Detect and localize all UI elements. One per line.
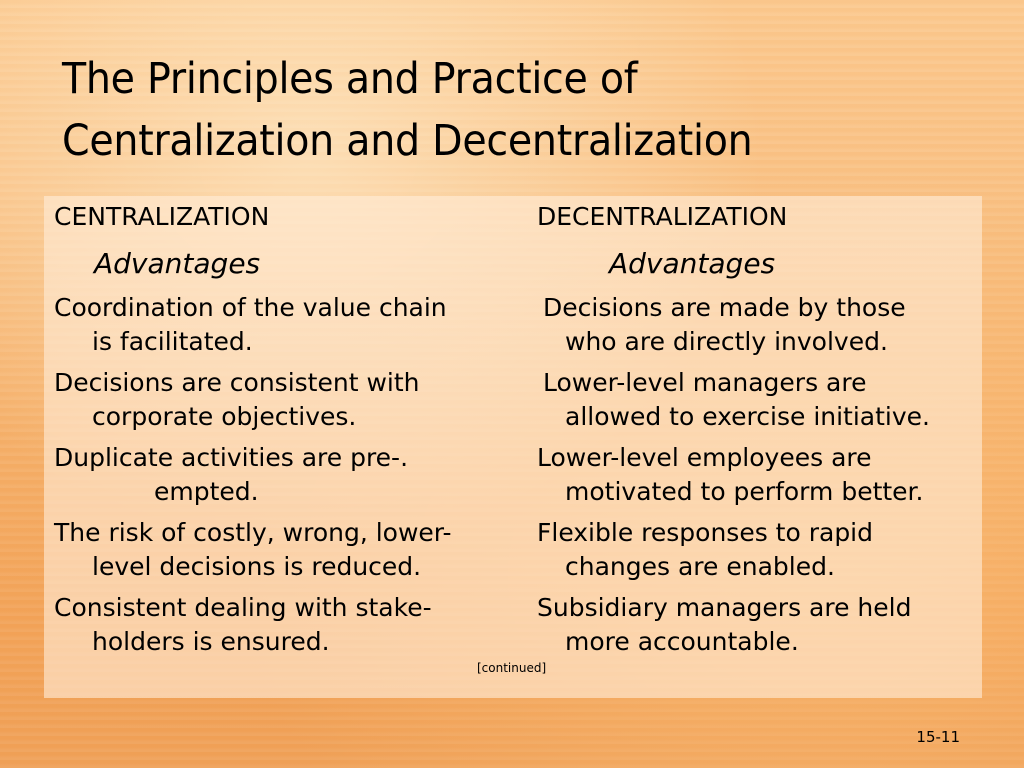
- centralization-heading: CENTRALIZATION: [54, 202, 270, 231]
- centralization-item: [54, 591, 524, 659]
- decentralization-item: [537, 516, 982, 584]
- item-line-2: corporate objectives.: [92, 402, 357, 431]
- decentralization-subheading: Advantages: [609, 247, 776, 280]
- centralization-subheading: Advantages: [94, 247, 261, 280]
- centralization-item: [54, 441, 524, 509]
- item-line-2: more accountable.: [565, 627, 799, 656]
- item-line-2: changes are enabled.: [565, 552, 835, 581]
- item-line-1: Decisions are consistent with: [54, 368, 420, 397]
- centralization-item: [54, 291, 524, 359]
- content-panel: [44, 196, 982, 698]
- slide-title: [62, 48, 908, 172]
- item-line-1: Lower-level managers are: [543, 368, 867, 397]
- item-line-2: allowed to exercise initiative.: [565, 402, 930, 431]
- decentralization-item: [537, 441, 982, 509]
- decentralization-heading: DECENTRALIZATION: [537, 202, 788, 231]
- item-line-2: empted.: [154, 477, 259, 506]
- slide-title-line-2: Centralization and Decentralization: [62, 116, 753, 166]
- decentralization-item: [537, 291, 982, 359]
- item-line-1: Lower-level employees are: [537, 443, 872, 472]
- item-line-2: level decisions is reduced.: [92, 552, 422, 581]
- item-line-1: Duplicate activities are pre-.: [54, 443, 409, 472]
- item-line-2: who are directly involved.: [565, 327, 888, 356]
- slide-number: 15-11: [916, 728, 960, 746]
- centralization-item: [54, 366, 524, 434]
- continued-note: [continued]: [477, 661, 547, 675]
- item-line-1: Consistent dealing with stake-: [54, 593, 432, 622]
- item-line-2: holders is ensured.: [92, 627, 330, 656]
- item-line-1: Subsidiary managers are held: [537, 593, 912, 622]
- item-line-2: motivated to perform better.: [565, 477, 924, 506]
- centralization-item: [54, 516, 524, 584]
- decentralization-item: [537, 366, 982, 434]
- item-line-1: Flexible responses to rapid: [537, 518, 873, 547]
- item-line-2: is facilitated.: [92, 327, 253, 356]
- slide-title-line-1: The Principles and Practice of: [62, 54, 638, 104]
- item-line-1: Coordination of the value chain: [54, 293, 447, 322]
- item-line-1: The risk of costly, wrong, lower-: [54, 518, 452, 547]
- decentralization-item: [537, 591, 982, 659]
- item-line-1: Decisions are made by those: [543, 293, 906, 322]
